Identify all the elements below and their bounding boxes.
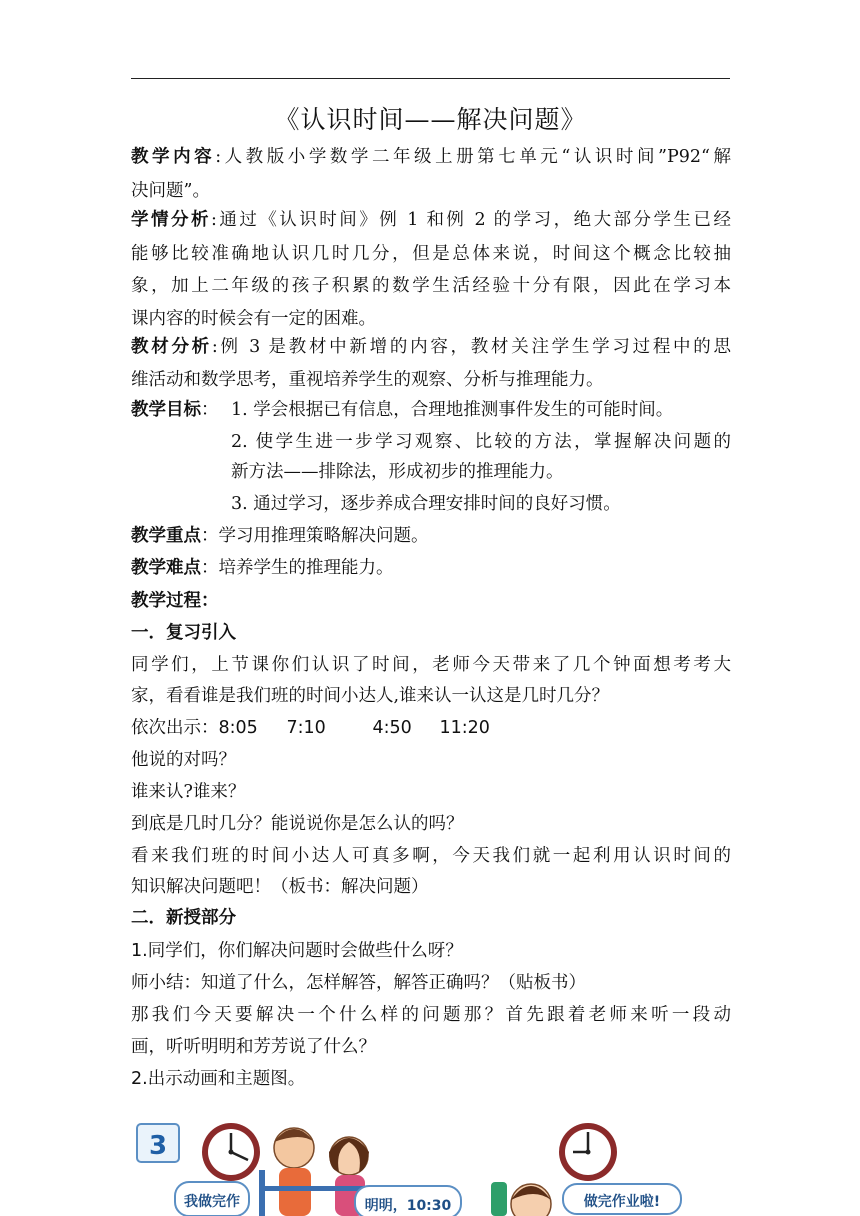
difficulty-label: 教学难点 [131,558,201,578]
difficulty-text: 培养学生的推理能力。 [218,558,394,578]
key-point-label: 教学重点 [131,526,201,546]
student-analysis-label: 学情分析 [131,210,211,230]
item2-number: 2. [131,1069,148,1089]
goal-1: 1. 学会根据已有信息，合理地推测事件发生的可能时间。 [231,400,674,420]
textbook-illustration [131,1110,731,1216]
section2-item2 [131,1062,731,1096]
times-line [131,711,731,745]
student-analysis-text: 通过《认识时间》例 1 和例 2 的学习，绝大部分学生已经 [216,210,731,230]
page-title: 《认识时间——解决问题》 [274,105,587,134]
time-1: 8:05 [218,718,258,738]
section1-p2b: 知识解决问题吧！（板书：解决问题） [131,877,429,897]
speech-bubble-middle [355,1186,461,1216]
content-text: 人教版小学数学二年级上册第七单元“认识时间”P92“解 [221,147,731,167]
svg-text:明明，10:30: 明明，10:30 [364,1198,452,1214]
goal-2a: 2. 使学生进一步学习观察、比较的方法，掌握解决问题的 [231,432,731,452]
svg-text:做完作业啦!: 做完作业啦! [583,1194,661,1210]
time-4: 11:20 [439,718,490,738]
section2-item1 [131,934,731,968]
material-analysis-text: 例 3 是教材中新增的内容，教材关注学生学习过程中的思 [217,337,732,357]
clock-left-icon [202,1123,260,1181]
student-analysis-line-2: 能够比较准确地认识几时几分，但是总体来说，时间这个概念比较抽 [131,244,731,264]
student-analysis-line-4: 课内容的时候会有一定的困难。 [131,309,376,329]
time-3: 4:50 [372,718,412,738]
student-analysis-line-3: 象，加上二年级的孩子积累的数学生活经验十分有限，因此在学习本 [131,276,731,296]
section1-q2: 谁来认?谁来？ [131,782,246,802]
item1-text: 同学们，你们解决问题时会做些什么呀？ [147,941,463,961]
student-analysis-line-1: 学情分析:通过《认识时间》例 1 和例 2 的学习，绝大部分学生已经 [131,210,731,230]
key-point-text: 学习用推理策略解决问题。 [218,526,429,546]
item1-number: 1. [131,941,148,961]
material-analysis-line-2: 维活动和数学思考，重视培养学生的观察、分析与推理能力。 [131,370,604,390]
speech-bubble-right [563,1184,681,1214]
svg-text:我做完作: 我做完作 [184,1194,240,1210]
content-line-1: 教学内容:人教版小学数学二年级上册第七单元“认识时间”P92“解 [131,147,731,167]
goal-3: 3. 通过学习，逐步养成合理安排时间的良好习惯。 [231,494,621,514]
item2-text: 出示动画和主题图。 [147,1069,306,1089]
section1-p1a: 同学们，上节课你们认识了时间，老师今天带来了几个钟面想考考大 [131,655,731,675]
svg-text:3: 3 [148,1131,168,1161]
material-analysis-label: 教材分析 [131,337,212,357]
section1-q1: 他说的对吗？ [131,750,236,770]
difficulty: 教学难点：培养学生的推理能力。 [131,558,394,578]
header-rule [131,78,730,79]
time-2: 7:10 [286,718,326,738]
section2-summary: 师小结：知道了什么，怎样解答，解答正确吗？（贴板书） [131,973,586,993]
section2-p1b: 画，听听明明和芳芳说了什么？ [131,1037,376,1057]
section1-p1b: 家，看看谁是我们班的时间小达人,谁来认一认这是几时几分？ [131,686,610,706]
goals-line-1: 教学目标： [131,400,219,420]
process-label: 教学过程： [131,591,219,611]
example-number-badge [137,1124,179,1162]
section2-heading: 二．新授部分 [131,908,236,928]
material-analysis-line-1: 教材分析:例 3 是教材中新增的内容，教材关注学生学习过程中的思 [131,337,732,357]
child-right-figure [491,1182,551,1216]
section1-p2a: 看来我们班的时间小达人可真多啊，今天我们就一起利用认识时间的 [131,846,731,866]
content-label: 教学内容 [131,147,216,167]
content-line-2: 决问题”。 [131,181,210,201]
clock-right-icon [559,1123,617,1181]
goal-2b: 新方法——排除法，形成初步的推理能力。 [231,462,564,482]
section1-q3: 到底是几时几分？能说说你是怎么认的吗？ [131,814,464,834]
section1-heading: 一．复习引入 [131,623,236,643]
show-label: 依次出示： [131,718,219,738]
speech-bubble-left [175,1182,249,1216]
section2-p1a: 那我们今天要解决一个什么样的问题那？首先跟着老师来听一段动 [131,1005,731,1025]
key-point: 教学重点：学习用推理策略解决问题。 [131,526,429,546]
goals-label: 教学目标 [131,400,201,420]
